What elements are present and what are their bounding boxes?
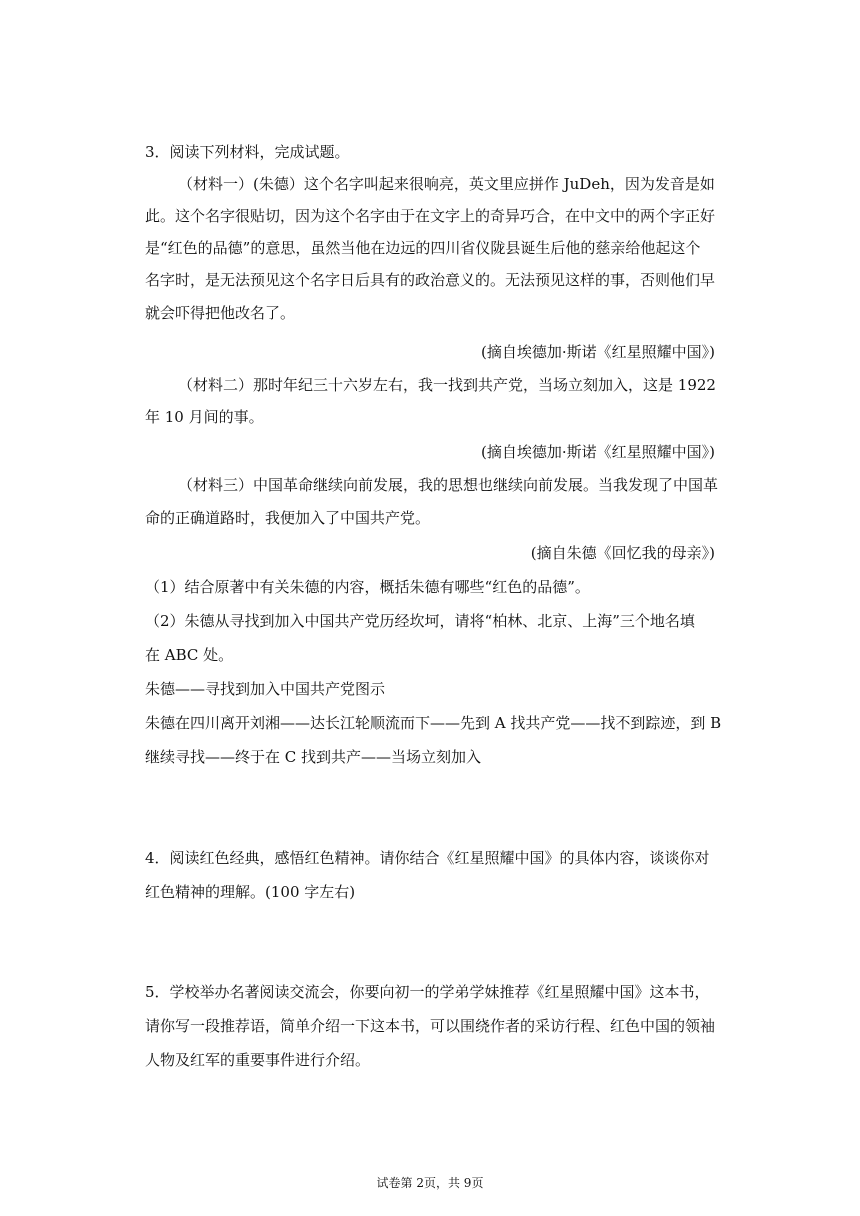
q3-diagram-line2: 继续寻找——终于在 C 找到共产——当场立刻加入 [145,748,482,766]
q3-diagram-line1: 朱德在四川离开刘湘——达长江轮顺流而下——先到 A 找共产党——找不到踪迹，到 B [145,714,722,732]
q5-line1: 5．学校举办名著阅读交流会，你要向初一的学弟学妹推荐《红星照耀中国》这本书， [145,983,710,1001]
q3-material1-line4: 名字时，是无法预见这个名字日后具有的政治意义的。无法预见这样的事，否则他们早 [145,271,716,289]
q3-material1-line3: 是“红色的品德”的意思，虽然当他在边远的四川省仪陇县诞生后他的慈亲给他起这个 [145,239,701,257]
q3-diagram-title: 朱德——寻找到加入中国共产党图示 [145,680,386,698]
q3-material3-line1: （材料三）中国革命继续向前发展，我的思想也继续向前发展。当我发现了中国革 [178,476,719,494]
q3-material3-line2: 命的正确道路时，我便加入了中国共产党。 [145,509,431,527]
q3-material1-source: (摘自埃德加·斯诺《红星照耀中国》) [481,343,715,361]
q4-line1: 4．阅读红色经典，感悟红色精神。请你结合《红星照耀中国》的具体内容，谈谈你对 [145,849,710,867]
q3-material1-line5: 就会吓得把他改名了。 [145,304,296,322]
q5-line3: 人物及红军的重要事件进行介绍。 [145,1051,371,1069]
q3-material2-source: (摘自埃德加·斯诺《红星照耀中国》) [481,443,715,461]
q3-material2-line2: 年 10 月间的事。 [145,408,264,426]
page-footer: 试卷第 2页，共 9页 [376,1176,484,1190]
q3-sub-question-2-line2: 在 ABC 处。 [145,646,234,664]
q3-title: 3．阅读下列材料，完成试题。 [145,143,350,161]
q3-material2-line1: （材料二）那时年纪三十六岁左右，我一找到共产党，当场立刻加入，这是 1922 [178,376,716,394]
q3-sub-question-2-line1: （2）朱德从寻找到加入中国共产党历经坎坷，请将“柏林、北京、上海”三个地名填 [145,612,695,630]
q3-material1-line1: （材料一）(朱德）这个名字叫起来很响亮，英文里应拼作 JuDeh，因为发音是如 [178,175,715,193]
q3-sub-question-1: （1）结合原著中有关朱德的内容，概括朱德有哪些“红色的品德”。 [145,578,590,596]
q3-material3-source: (摘自朱德《回忆我的母亲》) [530,544,715,562]
q3-material1-line2: 此。这个名字很贴切，因为这个名字由于在文字上的奇异巧合，在中文中的两个字正好 [145,207,716,225]
q5-line2: 请你写一段推荐语，简单介绍一下这本书，可以围绕作者的采访行程、红色中国的领袖 [145,1017,716,1035]
q4-line2: 红色精神的理解。(100 字左右) [145,883,356,901]
